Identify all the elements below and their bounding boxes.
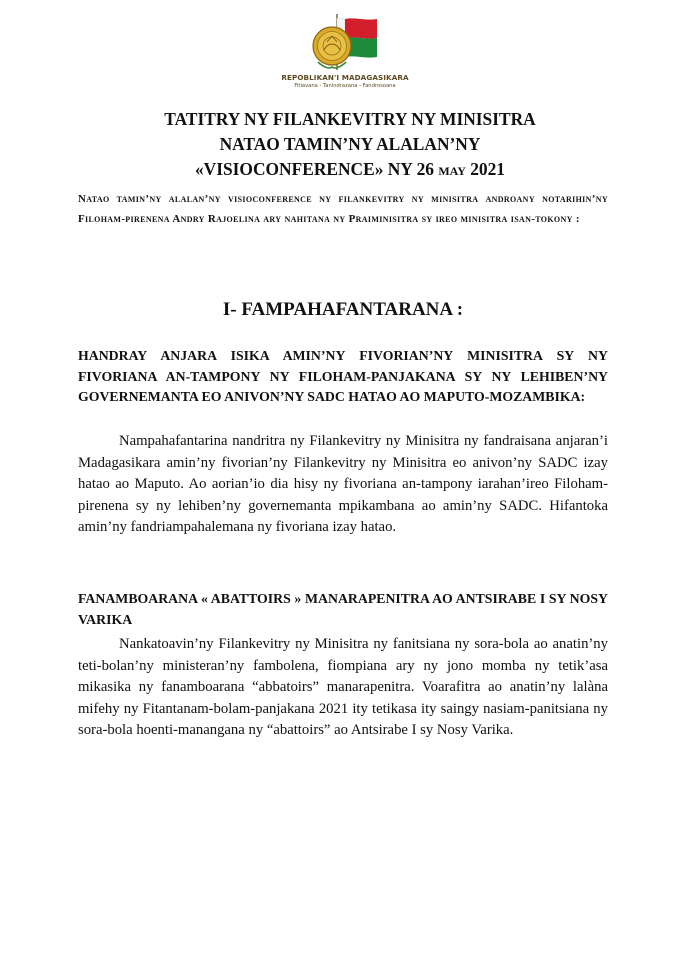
title-line-3-end: 2021 — [465, 159, 506, 179]
item-1-paragraph: Nampahafantarina nandritra ny Filankevitry ny Minisitra ny fandraisana anjaran’i Madagasikara amin’ny fivorian’ny Filankevitry ny Minisitra eo anivon’ny SADC izay hatao ao Maputo. Ao aorian’io dia hisy ny fivoriana an-tampony iarahan’ireo Filoham-pirenena sy ny lehiben’ny governemanta mpikambana ao amin’ny SADC. Hifantoka amin’ny fandriampahalemana ny fivoriana izay hatao. — [78, 433, 608, 535]
item-2-paragraph: Nankatoavin’ny Filankevitry ny Minisitra ny fanitsiana ny sora-bola ao anatin’ny teti-bolan’ny ministeran’ny fambolena, fiompiana ary ny jono momba ny tetik’asa mikasika ny fanamboarana “abbatoirs” manarapenitra. Voarafitra ao anatin’ny lalàna mifehy ny Fitantanam-bolam-panjakana 2021 ity tetikasa ity saingy nasiam-panitsiana ny sora-bola hoenti-manangana ny “abattoirs” ao Antsirabe I sy Nosy Varika. — [78, 636, 608, 738]
title-line-2: NATAO TAMIN’NY ALALAN’NY — [219, 134, 481, 154]
item-1-heading: HANDRAY ANJARA ISIKA AMIN’NY FIVORIAN’NY MINISITRA SY NY FIVORIANA AN-TAMPONY NY FILOHAM-PANJAKANA SY NY LEHIBEN’NY GOVERNEMANTA EO ANIVON’NY SADC HATAO AO MAPUTO-MOZAMBIKA: — [78, 348, 608, 404]
document-title — [70, 107, 630, 182]
section-heading: I- FAMPAHAFANTARANA : — [222, 299, 464, 320]
title-month: may — [438, 159, 466, 179]
madagascar-seal-flag-icon — [310, 12, 380, 74]
title-line-3-start: «VISIOCONFERENCE» NY 26 — [194, 159, 439, 179]
title-line-3 — [70, 157, 630, 182]
republic-logo — [270, 12, 420, 92]
republic-motto-label: Fitiavana - Tanindrazana - Fandrosoana — [294, 83, 396, 89]
title-line-1: TATITRY NY FILANKEVITRY NY MINISITRA — [164, 109, 536, 129]
republic-name-label: REPOBLIKAN'I MADAGASIKARA — [281, 73, 409, 82]
item-2-heading: FANAMBOARANA « ABATTOIRS » MANARAPENITRA AO ANTSIRABE I SY NOSY VARIKA — [78, 591, 608, 627]
intro-paragraph: Natao tamin’ny alalan’ny visioconference ny filankevitry ny minisitra androany notarihin’ny Filoham-pirenena Andry Rajoelina ary nahitana ny Praiminisitra sy ireo minisitra isan-tokony : — [78, 193, 608, 225]
